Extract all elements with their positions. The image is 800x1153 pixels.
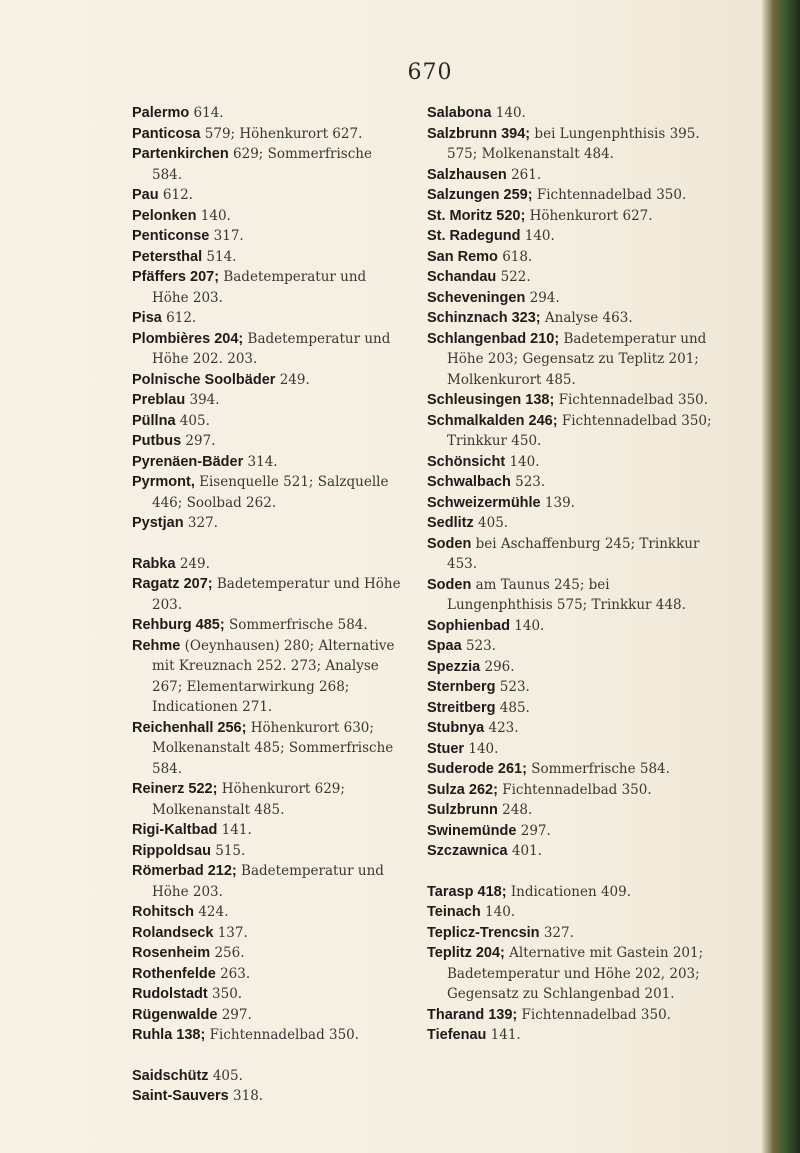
entry-heading: Stuer [427, 740, 465, 757]
entry-heading: Partenkirchen [132, 146, 229, 162]
entry-text: 297. [181, 433, 216, 449]
entry-text: 614. [189, 105, 224, 121]
entry-heading: Ruhla 138; [132, 1027, 206, 1043]
entry-text: 405. [175, 412, 210, 429]
entry-heading: Saint-Sauvers [132, 1088, 229, 1104]
page-number: 670 [407, 60, 453, 85]
entry-heading: Schönsicht [427, 453, 506, 470]
entry-text: 423. [484, 720, 519, 736]
entry-text: am Taunus 245; bei Lungenphthisis 575; Trinkkur 448. [447, 576, 686, 613]
index-entry [132, 636, 404, 718]
index-entry [427, 759, 715, 780]
entry-text: 296. [480, 658, 515, 675]
entry-text: 514. [202, 248, 237, 265]
entry-text: 141. [486, 1027, 521, 1043]
index-entry [132, 247, 404, 268]
index-entry [427, 657, 715, 678]
entry-text: 140. [509, 617, 545, 634]
entry-text: 139. [540, 494, 575, 511]
entry-heading: Scheveningen [427, 289, 526, 306]
index-entry [427, 185, 715, 206]
entry-text: bei Aschaffenburg 245; Trinkkur 453. [447, 535, 700, 572]
entry-heading: Rigi-Kaltbad [132, 822, 218, 838]
index-entry [132, 861, 404, 902]
index-entry [132, 308, 404, 329]
entry-heading: Pyrenäen-Bäder [132, 453, 244, 470]
entry-heading: Szczawnica [427, 843, 508, 859]
index-entry [427, 534, 715, 575]
entry-text: Fichtennadelbad 350; Trinkkur 450. [447, 412, 712, 449]
entry-heading: Salabona [427, 105, 492, 121]
index-entry [132, 329, 404, 370]
index-entry [132, 513, 404, 534]
entry-heading: Stubnya [427, 720, 485, 736]
entry-text: 523. [495, 679, 530, 695]
entry-text: 140. [480, 904, 516, 920]
index-entry [427, 616, 715, 637]
index-entry [132, 554, 404, 575]
entry-heading: Rothenfelde [132, 965, 216, 982]
entry-heading: Sternberg [427, 679, 496, 695]
entry-heading: Rabka [132, 555, 176, 572]
index-entry [132, 1066, 404, 1087]
entry-heading: Plombières 204; [132, 330, 244, 347]
entry-heading: Soden [427, 535, 472, 552]
entry-heading: Rippoldsau [132, 842, 211, 859]
entry-text: 394. [185, 392, 220, 408]
entry-heading: Spezzia [427, 658, 481, 675]
index-entry [132, 124, 404, 145]
index-entry [427, 677, 715, 698]
index-entry [427, 800, 715, 821]
entry-heading: Saidschütz [132, 1067, 209, 1084]
entry-text: 294. [525, 289, 560, 306]
entry-text: 350. [207, 986, 243, 1002]
entry-text: Sommerfrische 584. [526, 761, 670, 777]
entry-heading: Panticosa [132, 125, 201, 142]
entry-text: Höhenkurort 627. [525, 207, 653, 224]
entry-heading: Salzbrunn 394; [427, 125, 531, 142]
entry-text: 629; Sommerfrische 584. [152, 146, 372, 183]
entry-text: 261. [506, 166, 542, 183]
entry-heading: Pisa [132, 310, 162, 326]
entry-heading: Tarasp 418; [427, 883, 507, 900]
entry-heading: Tharand 139; [427, 1006, 518, 1023]
index-entry [427, 718, 715, 739]
index-entry [427, 329, 715, 391]
entry-text: 249. [275, 371, 310, 388]
index-entry [132, 984, 404, 1005]
index-entry [427, 902, 715, 923]
entry-heading: Salzhausen [427, 166, 507, 183]
index-entry [132, 206, 404, 227]
entry-heading: Swinemünde [427, 822, 517, 839]
entry-heading: Schmalkalden 246; [427, 412, 558, 429]
entry-heading: Rehme [132, 637, 181, 654]
index-entry [427, 636, 715, 657]
entry-heading: Soden [427, 576, 472, 593]
index-entry [427, 780, 715, 801]
entry-text: 297. [516, 822, 551, 839]
entry-text: Fichtennadelbad 350. [532, 187, 687, 203]
index-entry [427, 452, 715, 473]
entry-text: 405. [208, 1067, 243, 1084]
index-entry [132, 718, 404, 780]
entry-heading: Pyrmont, [132, 474, 195, 490]
entry-text: Eisenquelle 521; Salzquelle 446; Soolbad 262. [152, 474, 389, 511]
entry-text: Badetemperatur und Höhe 203. [152, 576, 401, 613]
entry-heading: Reichenhall 256; [132, 719, 247, 736]
index-entry [427, 923, 715, 944]
entry-heading: Putbus [132, 433, 182, 449]
entry-text: (Oeynhausen) 280; Alternative mit Kreuznach 252. 273; Analyse 267; Elementarwirkung 268; Indicationen 271. [152, 637, 395, 715]
entry-heading: Schwalbach [427, 474, 511, 490]
entry-heading: Spaa [427, 638, 462, 654]
entry-heading: Schinznach 323; [427, 310, 541, 326]
entry-text: 612. [158, 187, 193, 203]
index-entry [132, 1025, 404, 1046]
entry-text: 249. [175, 555, 210, 572]
index-entry [132, 964, 404, 985]
index-entry [132, 431, 404, 452]
index-entry [427, 390, 715, 411]
index-entry [427, 943, 715, 1005]
entry-heading: Pfäffers 207; [132, 269, 220, 285]
index-entry [427, 575, 715, 616]
index-entry [132, 452, 404, 473]
index-entry [427, 411, 715, 452]
entry-heading: Ragatz 207; [132, 576, 213, 592]
index-entry [132, 226, 404, 247]
index-entry [427, 267, 715, 288]
index-entry [427, 493, 715, 514]
index-entry [427, 1025, 715, 1046]
entry-heading: Rohitsch [132, 904, 195, 920]
index-entry [132, 923, 404, 944]
entry-text: 263. [215, 965, 251, 982]
entry-heading: Schleusingen 138; [427, 392, 555, 408]
entry-text: 523. [461, 638, 497, 654]
entry-text: Fichtennadelbad 350. [205, 1027, 360, 1043]
entry-text: Höhenkurort 629; Molkenanstalt 485. [152, 781, 345, 818]
entry-heading: Tiefenau [427, 1027, 487, 1043]
entry-heading: Püllna [132, 412, 176, 429]
entry-text: Alternative mit Gastein 201; Badetemperatur und Höhe 202, 203; Gegensatz zu Schlangenbad 201. [447, 945, 704, 1002]
index-entry [427, 739, 715, 760]
index-entry [132, 841, 404, 862]
entry-text: 140. [505, 453, 540, 470]
entry-text: Analyse 463. [540, 310, 633, 326]
entry-text: 522. [496, 269, 531, 285]
entry-text: 248. [497, 802, 533, 818]
entry-text: 318. [228, 1088, 264, 1104]
entry-heading: Rolandseck [132, 924, 214, 941]
entry-text: Badetemperatur und Höhe 202. 203. [152, 330, 391, 367]
entry-heading: Penticonse [132, 228, 210, 244]
entry-text: bei Lungenphthisis 395. 575; Molkenanstalt 484. [447, 125, 700, 162]
entry-text: 317. [209, 228, 244, 244]
entry-text: Sommerfrische 584. [224, 617, 368, 633]
entry-text: 424. [194, 904, 229, 920]
entry-text: 579; Höhenkurort 627. [200, 125, 363, 142]
entry-text: 515. [210, 842, 246, 859]
entry-heading: Petersthal [132, 248, 203, 265]
index-entry [427, 226, 715, 247]
entry-heading: Salzungen 259; [427, 187, 533, 203]
index-column-right [427, 103, 715, 1046]
entry-heading: Rudolstadt [132, 986, 208, 1002]
entry-heading: Teplitz 204; [427, 945, 505, 961]
entry-heading: Polnische Soolbäder [132, 371, 276, 388]
entry-heading: Schlangenbad 210; [427, 330, 560, 347]
index-entry [132, 1005, 404, 1026]
index-entry [132, 390, 404, 411]
entry-text: 297. [217, 1006, 252, 1023]
entry-text: 141. [217, 822, 252, 838]
index-entry [427, 103, 715, 124]
entry-text: Fichtennadelbad 350. [554, 392, 709, 408]
index-entry [427, 882, 715, 903]
index-entry [427, 1005, 715, 1026]
entry-heading: Rügenwalde [132, 1006, 218, 1023]
index-entry [132, 1086, 404, 1107]
entry-text: 140. [491, 105, 526, 121]
entry-heading: Teplicz-Trencsin [427, 924, 540, 941]
entry-text: 523. [510, 474, 546, 490]
entry-heading: Sulzbrunn [427, 802, 498, 818]
index-entry [427, 247, 715, 268]
index-entry [427, 472, 715, 493]
entry-text: 485. [495, 699, 530, 716]
entry-text: 618. [497, 248, 533, 265]
entry-text: 405. [473, 515, 509, 531]
index-column-left [132, 103, 404, 1107]
index-entry [132, 411, 404, 432]
entry-text: Fichtennadelbad 350. [497, 781, 652, 798]
index-entry [427, 165, 715, 186]
index-entry [132, 615, 404, 636]
entry-heading: Sedlitz [427, 515, 474, 531]
entry-text: Fichtennadelbad 350. [517, 1006, 671, 1023]
index-entry [132, 185, 404, 206]
book-edge [762, 0, 800, 1153]
entry-heading: Streitberg [427, 699, 496, 716]
index-entry [132, 574, 404, 615]
entry-heading: Schandau [427, 269, 497, 285]
entry-text: 314. [243, 453, 278, 470]
index-entry [132, 820, 404, 841]
entry-text: Höhenkurort 630; Molkenanstalt 485; Sommerfrische 584. [152, 719, 394, 777]
entry-heading: Schweizermühle [427, 494, 541, 511]
entry-heading: Preblau [132, 392, 186, 408]
entry-text: 140. [520, 228, 555, 244]
index-entry [427, 288, 715, 309]
entry-text: 140. [464, 740, 499, 757]
index-entry [132, 267, 404, 308]
entry-text: Badetemperatur und Höhe 203. [152, 269, 367, 306]
index-entry [427, 513, 715, 534]
index-entry [132, 144, 404, 185]
entry-heading: Rehburg 485; [132, 617, 225, 633]
entry-heading: Teinach [427, 904, 481, 920]
entry-heading: St. Radegund [427, 228, 521, 244]
entry-heading: Palermo [132, 105, 190, 121]
index-entry [427, 308, 715, 329]
index-entry [427, 206, 715, 227]
entry-heading: Pystjan [132, 515, 184, 531]
index-entry [132, 103, 404, 124]
section-gap [132, 1046, 404, 1066]
entry-text: 140. [196, 207, 231, 224]
entry-heading: Rosenheim [132, 945, 211, 961]
entry-heading: Sulza 262; [427, 781, 498, 798]
entry-heading: St. Moritz 520; [427, 207, 526, 224]
entry-heading: Sophienbad [427, 617, 510, 634]
index-entry [427, 124, 715, 165]
entry-heading: Suderode 261; [427, 761, 527, 777]
entry-text: 137. [213, 924, 248, 941]
entry-heading: Reinerz 522; [132, 781, 218, 797]
entry-text: Badetemperatur und Höhe 203. [152, 863, 384, 900]
entry-text: 327. [539, 924, 574, 941]
entry-text: 327. [183, 515, 218, 531]
entry-text: 612. [161, 310, 197, 326]
index-entry [427, 841, 715, 862]
index-entry [427, 698, 715, 719]
entry-text: 256. [210, 945, 245, 961]
index-entry [132, 902, 404, 923]
entry-text: 401. [507, 843, 542, 859]
entry-heading: Römerbad 212; [132, 863, 237, 879]
section-gap [427, 862, 715, 882]
index-entry [132, 370, 404, 391]
entry-text: Indicationen 409. [506, 883, 632, 900]
index-entry [427, 821, 715, 842]
entry-heading: San Remo [427, 248, 498, 265]
entry-text: Badetemperatur und Höhe 203; Gegensatz zu Teplitz 201; Molkenkurort 485. [447, 330, 707, 388]
entry-heading: Pau [132, 187, 159, 203]
section-gap [132, 534, 404, 554]
index-entry [132, 472, 404, 513]
index-entry [132, 779, 404, 820]
index-entry [132, 943, 404, 964]
entry-heading: Pelonken [132, 207, 197, 224]
